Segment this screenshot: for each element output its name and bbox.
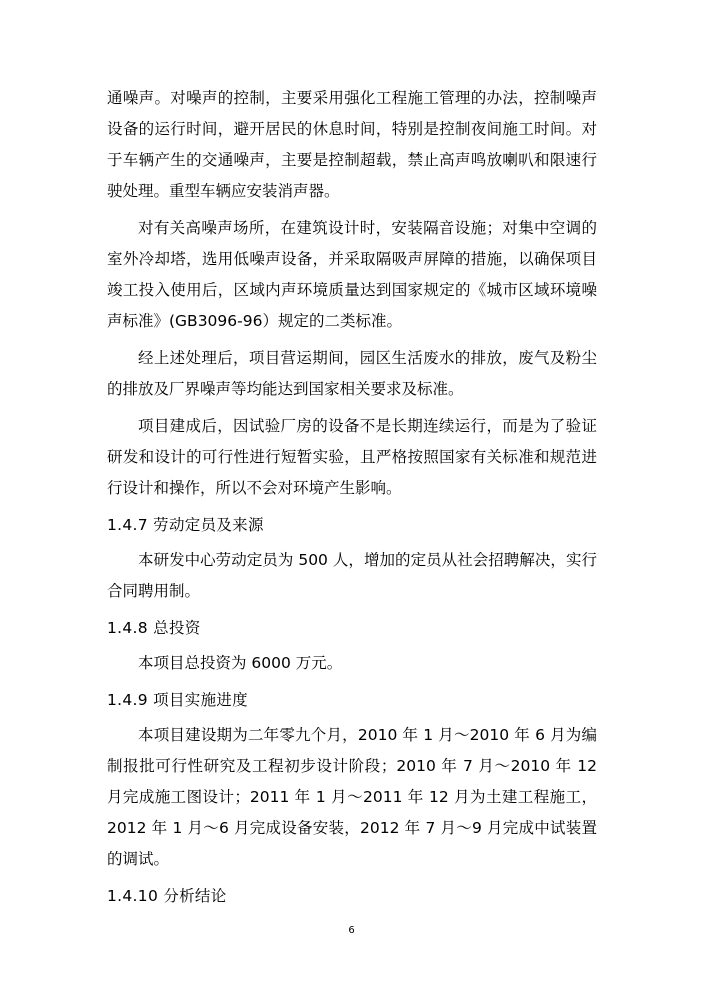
section-heading-investment: 1.4.8 总投资	[107, 619, 201, 637]
section-heading-schedule: 1.4.9 项目实施进度	[107, 691, 248, 709]
paragraph-staffing: 本研发中心劳动定员为 500 人，增加的定员从社会招聘解决，实行合同聘用制。	[107, 551, 597, 600]
paragraph-noise-control: 通噪声。对噪声的控制，主要采用强化工程施工管理的办法，控制噪声设备的运行时间，避开居民的休息时间，特别是控制夜间施工时间。对于车辆产生的交通噪声，主要是控制超载，禁止高声鸣放喇叭和限速行驶处理。重型车辆应安装消声器。	[107, 89, 597, 200]
paragraph-noise-facilities: 对有关高噪声场所，在建筑设计时，安装隔音设施；对集中空调的室外冷却塔，选用低噪声设备，并采取隔吸声屏障的措施，以确保项目竣工投入使用后，区域内声环境质量达到国家规定的《城市区域环境噪声标准》(GB3096-96）规定的二类标准。	[107, 219, 597, 330]
paragraph-treatment-summary: 经上述处理后，项目营运期间，园区生活废水的排放，废气及粉尘的排放及厂界噪声等均能达到国家相关要求及标准。	[107, 349, 597, 398]
paragraph-test-plant: 项目建成后，因试验厂房的设备不是长期连续运行，而是为了验证研发和设计的可行性进行短暂实验，且严格按照国家有关标准和规范进行设计和操作，所以不会对环境产生影响。	[107, 417, 597, 497]
page-content	[107, 83, 597, 916]
section-heading-conclusion: 1.4.10 分析结论	[107, 887, 227, 905]
page-number: 6	[348, 925, 355, 936]
section-heading-staffing: 1.4.7 劳动定员及来源	[107, 516, 264, 534]
paragraph-schedule: 本项目建设期为二年零九个月，2010 年 1 月～2010 年 6 月为编制报批可行性研究及工程初步设计阶段；2010 年 7 月～2010 年 12 月完成施工图设计；2011 年 1 月～2011 年 12 月为土建工程施工，2012 年 1 月～6 月完成设备安装，2012 年 7 月～9 月完成中试装置的调试。	[107, 726, 597, 868]
paragraph-investment: 本项目总投资为 6000 万元。	[138, 654, 343, 672]
